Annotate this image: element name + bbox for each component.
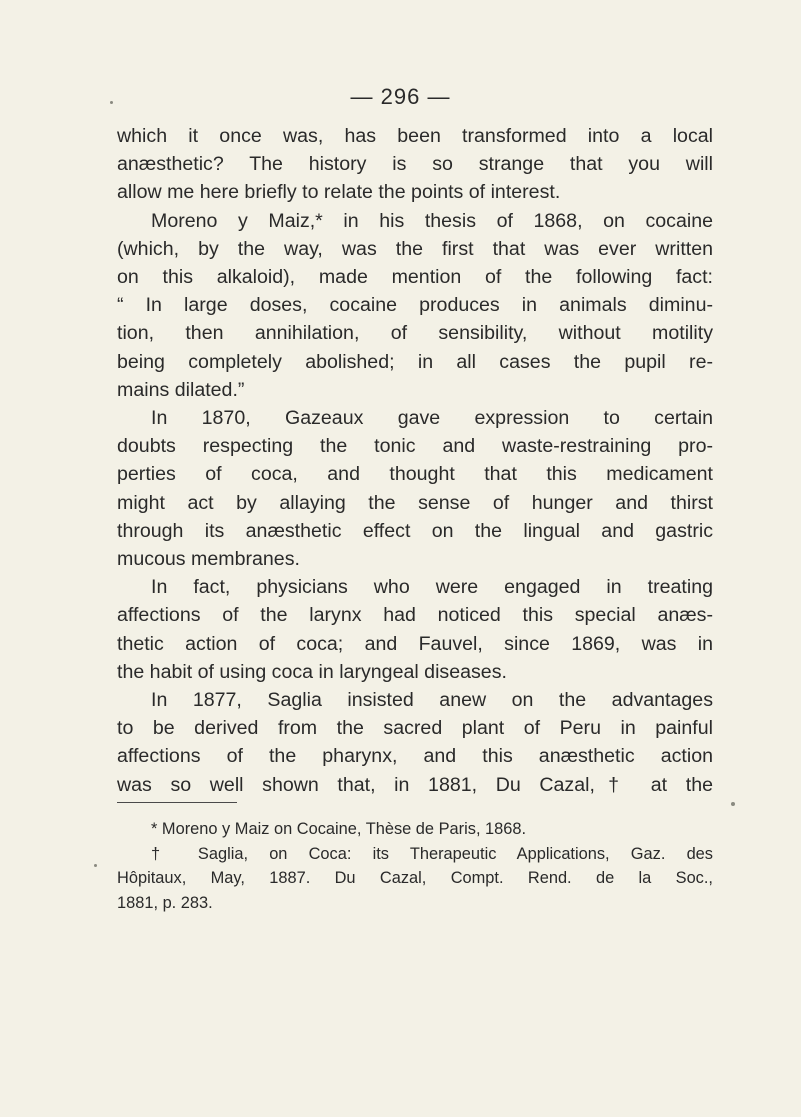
text-line: the habit of using coca in laryngeal diseases. <box>117 660 507 683</box>
text-line: through its anæsthetic effect on the lingual and gastric <box>117 519 713 542</box>
text-line: was so well shown that, in 1881, Du Cazal,† at the <box>117 773 713 796</box>
text-line: on this alkaloid), made mention of the following fact: <box>117 266 713 289</box>
text-line: tion, then annihilation, of sensibility, without motility <box>117 322 713 345</box>
body-text <box>117 122 713 799</box>
footnote-line: Hôpitaux, May, 1887. Du Cazal, Compt. Rend. de la Soc., <box>117 869 713 887</box>
text-line: perties of coca, and thought that this medicament <box>117 463 713 486</box>
text-line: might act by allaying the sense of hunger and thirst <box>117 491 713 514</box>
text-line: allow me here briefly to relate the points of interest. <box>117 181 561 204</box>
text-line: being completely abolished; in all cases the pupil re- <box>117 350 713 373</box>
paper-speck <box>731 802 735 806</box>
text-line: thetic action of coca; and Fauvel, since 1869, was in <box>117 632 713 655</box>
paragraph-start-moreno: Moreno y Maiz,* in his thesis of 1868, on cocaine <box>151 209 713 232</box>
text-line: which it once was, has been transformed into a local <box>117 125 713 147</box>
text-line: doubts respecting the tonic and waste-restraining pro- <box>117 435 713 458</box>
paper-speck <box>110 101 113 104</box>
text-line: anæsthetic? The history is so strange that you will <box>117 153 713 176</box>
paragraph-start-saglia: In 1877, Saglia insisted anew on the advantages <box>151 689 713 712</box>
paper-speck <box>94 864 97 867</box>
text-line: affections of the pharynx, and this anæsthetic action <box>117 745 713 768</box>
text-line: to be derived from the sacred plant of Peru in painful <box>117 717 713 740</box>
text-line: (which, by the way, was the first that was ever written <box>117 237 713 260</box>
paragraph-start-physicians: In fact, physicians who were engaged in treating <box>151 576 713 599</box>
text-line: mains dilated.” <box>117 378 245 401</box>
text-line: mucous membranes. <box>117 548 300 571</box>
page-number: — 296 — <box>350 84 451 109</box>
footnote-saglia: † Saglia, on Coca: its Therapeutic Applications, Gaz. des <box>151 844 713 863</box>
footnote-line: 1881, p. 283. <box>117 893 213 912</box>
footnote-divider <box>117 802 237 803</box>
footnotes <box>117 817 713 915</box>
text-line: affections of the larynx had noticed this special anæs- <box>117 604 713 627</box>
paragraph-start-gazeaux: In 1870, Gazeaux gave expression to certain <box>151 407 713 430</box>
text-line: “ In large doses, cocaine produces in animals diminu- <box>117 294 713 317</box>
footnote-moreno: * Moreno y Maiz on Cocaine, Thèse de Paris, 1868. <box>151 820 527 838</box>
